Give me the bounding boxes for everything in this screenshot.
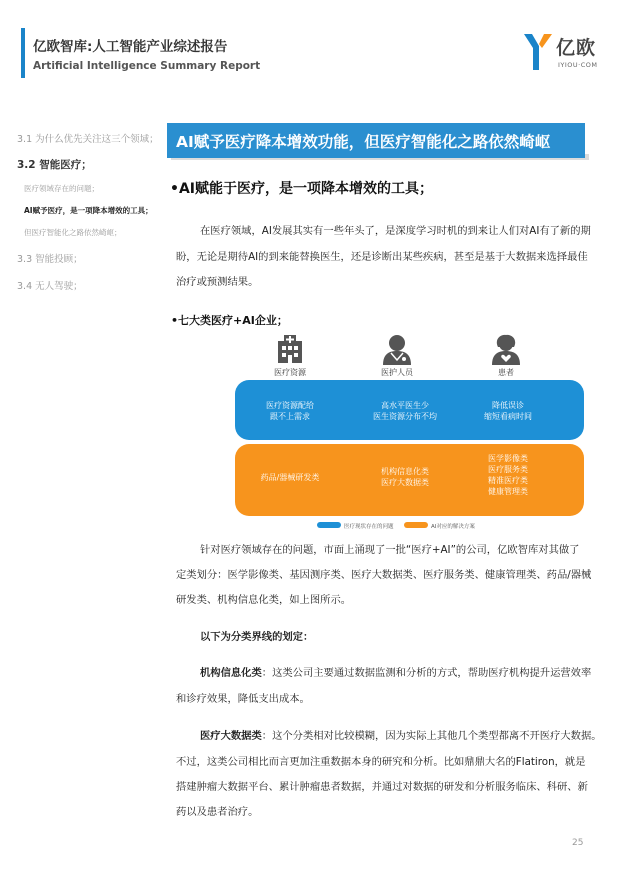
para1-line2: 盼，无论是期待AI的到来能替换医生，还是诊断出某些疾病，甚至是基于大数据来选择最佳	[176, 251, 588, 263]
problem-resources: 医疗资源配给 跟不上需求	[266, 401, 314, 421]
sidebar-subitem-road[interactable]: 但医疗智能化之路依然崎岖；	[24, 228, 122, 237]
logo-subtext: IYIOU·COM	[558, 61, 598, 69]
report-subtitle: Artificial Intelligence Summary Report	[33, 60, 261, 72]
para4-term: 医疗大数据类	[200, 730, 262, 742]
para3-term: 机构信息化类	[200, 667, 262, 679]
para4-line4: 药以及患者治疗。	[176, 806, 259, 818]
section2-heading: •七大类医疗+AI企业；	[171, 314, 288, 327]
solution-info-bigdata: 机构信息化类 医疗大数据类	[381, 467, 429, 487]
sidebar-item-3-1[interactable]: 3.1 为什么优先关注这三个领域；	[17, 134, 159, 145]
para2-line3: 研发类、机构信息化类，如上图所示。	[176, 594, 352, 606]
section-banner-title: AI赋予医疗降本增效功能，但医疗智能化之路依然崎岖	[176, 133, 551, 151]
sidebar-subitem-problems[interactable]: 医疗领域存在的问题；	[24, 184, 99, 193]
sidebar-item-3-4[interactable]: 3.4 无人驾驶；	[17, 281, 83, 292]
section1-heading: •AI赋能于医疗，是一项降本增效的工具；	[170, 181, 433, 197]
patient-icon	[489, 333, 523, 365]
solution-imaging-service: 医学影像类 医疗服务类 精准医疗类 健康管理类	[488, 454, 528, 496]
role-patient: 患者	[498, 368, 514, 377]
para4-line2: 不过，这类公司相比而言更加注重数据本身的研究和分析。比如鼎鼎大名的Flatiron，就是	[176, 756, 586, 768]
logo-text: 亿欧	[556, 37, 597, 59]
role-medical-staff: 医护人员	[381, 368, 413, 377]
boundary-heading: 以下为分类界线的划定：	[200, 631, 314, 643]
para3-line1: 机构信息化类：这类公司主要通过数据监测和分析的方式，帮助医疗机构提升运营效率	[200, 667, 592, 679]
para4-line3: 搭建肿瘤大数据平台、累计肿瘤患者数据，并通过对数据的研发和分析服务临床、科研、新	[176, 781, 588, 793]
role-medical-resources: 医疗资源	[274, 368, 306, 377]
doctor-icon	[380, 333, 414, 365]
sidebar-item-3-3[interactable]: 3.3 智能投顾；	[17, 254, 83, 265]
legend-label-solutions: AI对应的解决方案	[431, 524, 475, 530]
para3-line2: 和诊疗效果，降低支出成本。	[176, 693, 310, 705]
para2-line1: 针对医疗领域存在的问题，市面上涌现了一批“医疗+AI”的公司，亿欧智库对其做了	[200, 544, 580, 556]
header-accent-bar	[21, 28, 25, 78]
para1-line1: 在医疗领域，AI发展其实有一些年头了，是深度学习时机的到来让人们对AI有了新的期	[200, 225, 591, 237]
legend-chip-problems	[317, 522, 341, 528]
page-number: 25	[572, 838, 584, 848]
legend-chip-solutions	[404, 522, 428, 528]
sidebar-subitem-ai-tool[interactable]: AI赋予医疗，是一项降本增效的工具；	[24, 206, 153, 215]
hospital-icon	[275, 333, 305, 365]
problem-patient: 降低误诊 缩短看病时间	[484, 401, 532, 421]
sidebar-item-3-2[interactable]: 3.2 智能医疗；	[17, 159, 92, 171]
problem-staff: 高水平医生少 医生资源分布不均	[373, 401, 437, 421]
para2-line2: 定类划分：医学影像类、基因测序类、医疗大数据类、医疗服务类、健康管理类、药品/器械	[176, 569, 592, 581]
para4-line1: 医疗大数据类：这个分类相对比较模糊，因为实际上其他几个类型都离不开医疗大数据。	[200, 730, 602, 742]
legend-label-problems: 医疗现状存在的问题	[344, 524, 394, 530]
para1-line3: 治疗或预测结果。	[176, 276, 259, 288]
solution-drug-device: 药品/器械研发类	[260, 473, 320, 482]
report-title: 亿欧智库:人工智能产业综述报告	[33, 39, 228, 55]
